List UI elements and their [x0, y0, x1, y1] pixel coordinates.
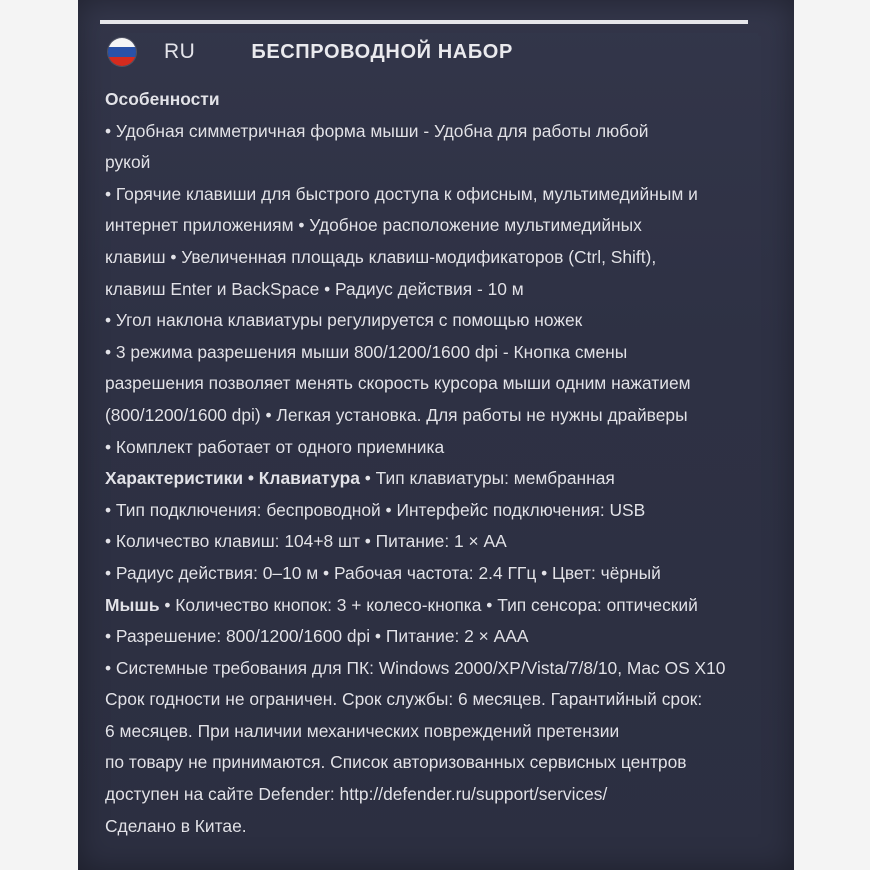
text-line: [105, 84, 785, 116]
text-line: [105, 116, 785, 148]
text-line: [105, 811, 785, 843]
text-line: [105, 653, 785, 685]
line-text: доступен на сайте Defender: http://defender.ru/support/services/: [105, 784, 608, 805]
line-text: • Горячие клавиши для быстрого доступа к офисным, мультимедийным и: [105, 183, 698, 204]
line-text: • Количество кнопок: 3 + колесо-кнопка • Тип сенсора: оптический: [159, 594, 698, 615]
line-text: интернет приложениям • Удобное расположение мультимедийных: [105, 215, 642, 236]
line-text: • Количество клавиш: 104+8 шт • Питание: 1 × AA: [105, 531, 507, 552]
bold-heading: Характеристики • Клавиатура: [105, 468, 360, 489]
text-line: [105, 368, 785, 400]
line-text: Срок годности не ограничен. Срок службы: 6 месяцев. Гарантийный срок:: [105, 689, 703, 710]
text-line: [105, 337, 785, 369]
text-line: [105, 432, 785, 464]
text-line: [105, 621, 785, 653]
text-line: [105, 147, 785, 179]
package-panel: [78, 0, 794, 870]
language-code: RU: [164, 40, 196, 63]
line-text: клавиш • Увеличенная площадь клавиш-модификаторов (Ctrl, Shift),: [105, 246, 657, 267]
text-line: [105, 495, 785, 527]
line-text: разрешения позволяет менять скорость курсора мыши одним нажатием: [105, 373, 691, 394]
bold-heading: Мышь: [105, 594, 160, 615]
line-text: по товару не принимаются. Список авторизованных сервисных центров: [105, 752, 687, 773]
header: [108, 36, 758, 68]
line-text: • Комплект работает от одного приемника: [105, 436, 445, 457]
text-line: [105, 305, 785, 337]
text-line: [105, 242, 785, 274]
text-line: [105, 558, 785, 590]
line-text: • Разрешение: 800/1200/1600 dpi • Питание: 2 × AAA: [105, 626, 529, 647]
line-text: • Радиус действия: 0–10 м • Рабочая частота: 2.4 ГГц • Цвет: чёрный: [105, 562, 661, 583]
line-text: клавиш Enter и BackSpace • Радиус действия - 10 м: [105, 278, 524, 299]
section-title: БЕСПРОВОДНОЙ НАБОР: [251, 40, 513, 63]
line-text: рукой: [105, 152, 151, 173]
text-line: [105, 684, 785, 716]
text-line: [105, 274, 785, 306]
text-line: [105, 526, 785, 558]
top-rule: [100, 20, 748, 24]
line-text: Сделано в Китае.: [105, 815, 247, 836]
description-text: [105, 84, 785, 842]
text-line: [105, 463, 785, 495]
text-line: [105, 747, 785, 779]
line-text: • 3 режима разрешения мыши 800/1200/1600 dpi - Кнопка смены: [105, 341, 628, 362]
line-text: • Тип подключения: беспроводной • Интерфейс подключения: USB: [105, 499, 646, 520]
bold-heading: Особенности: [105, 89, 220, 109]
line-text: (800/1200/1600 dpi) • Легкая установка. Для работы не нужны драйверы: [105, 404, 688, 425]
line-text: • Системные требования для ПК: Windows 2000/XP/Vista/7/8/10, Mac OS X10: [105, 657, 726, 678]
line-text: • Удобная симметричная форма мыши - Удобна для работы любой: [105, 120, 649, 141]
text-line: [105, 179, 785, 211]
text-line: [105, 590, 785, 622]
text-line: [105, 716, 785, 748]
line-text: 6 месяцев. При наличии механических повреждений претензии: [105, 720, 620, 741]
text-line: [105, 210, 785, 242]
russian-flag-icon: [108, 38, 136, 66]
line-text: • Угол наклона клавиатуры регулируется с помощью ножек: [105, 310, 583, 331]
text-line: [105, 400, 785, 432]
text-line: [105, 779, 785, 811]
line-text: • Тип клавиатуры: мембранная: [359, 468, 615, 489]
